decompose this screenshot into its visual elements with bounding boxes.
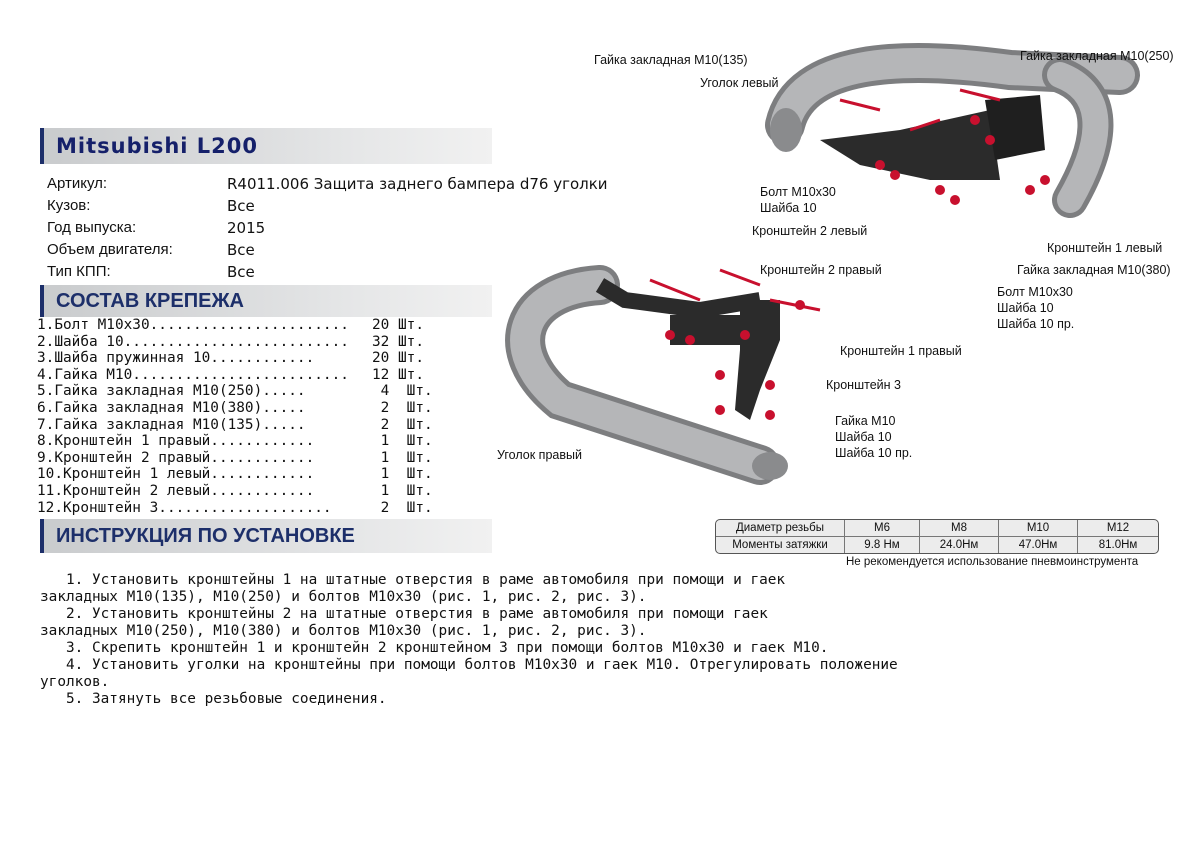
parts-list-item xyxy=(37,317,424,334)
parts-heading: СОСТАВ КРЕПЕЖА xyxy=(40,285,492,317)
diagram-label: Гайка закладная М10(250) xyxy=(1020,49,1174,63)
parts-list-item xyxy=(37,416,433,434)
info-value: Все xyxy=(227,241,255,259)
part-quantity: 20 Шт. xyxy=(372,317,424,333)
part-name: 6.Гайка закладная М10(380)..... xyxy=(37,399,306,416)
part-name: 2.Шайба 10.......................... xyxy=(37,333,349,350)
part-name: 5.Гайка закладная М10(250)..... xyxy=(37,383,306,400)
diagram-label: Болт М10х30 Шайба 10 xyxy=(760,185,836,215)
info-value: 2015 xyxy=(227,219,266,237)
part-quantity: 2 Шт. xyxy=(372,399,433,416)
torque-cell: М12 xyxy=(1078,520,1158,537)
diagram-label: Уголок левый xyxy=(700,76,779,90)
torque-cell: Диаметр резьбы xyxy=(716,520,845,537)
torque-table xyxy=(715,519,1159,554)
info-key: Артикул: xyxy=(47,175,108,192)
part-quantity: 2 Шт. xyxy=(372,499,433,516)
part-quantity: 1 Шт. xyxy=(372,433,433,450)
left-corner-tube xyxy=(770,63,1120,200)
part-name: 9.Кронштейн 2 правый............ xyxy=(37,449,315,466)
diagram-label: Гайка М10 Шайба 10 Шайба 10 пр. xyxy=(835,414,913,460)
info-key: Кузов: xyxy=(47,197,91,214)
parts-list-item xyxy=(37,499,433,517)
part-name: 12.Кронштейн 3.................... xyxy=(37,499,332,516)
diagram-label: Уголок правый xyxy=(497,448,582,462)
part-quantity: 32 Шт. xyxy=(372,333,424,350)
torque-cell: Моменты затяжки xyxy=(716,537,845,553)
instruction-line: 1. Установить кронштейны 1 на штатные отверстия в раме автомобиля при помощи и гаек xyxy=(40,572,786,588)
part-name: 11.Кронштейн 2 левый............ xyxy=(37,482,315,499)
part-name: 8.Кронштейн 1 правый............ xyxy=(37,433,315,450)
diagram-label: Кронштейн 2 правый xyxy=(760,263,882,277)
torque-row xyxy=(716,520,1158,537)
instruction-line: закладных М10(135), М10(250) и болтов М10х30 (рис. 1, рис. 2, рис. 3). xyxy=(40,589,647,605)
info-key: Год выпуска: xyxy=(47,219,137,236)
instruction-line: 5. Затянуть все резьбовые соединения. xyxy=(40,691,387,707)
part-name: 4.Гайка М10......................... xyxy=(37,366,349,383)
part-quantity: 1 Шт. xyxy=(372,482,433,499)
part-quantity: 12 Шт. xyxy=(372,366,424,383)
info-key: Тип КПП: xyxy=(47,263,111,280)
instructions-heading: ИНСТРУКЦИЯ ПО УСТАНОВКЕ xyxy=(40,519,492,553)
diagram-label: Гайка закладная М10(135) xyxy=(594,53,748,67)
info-value: R4011.006 Защита заднего бампера d76 уголки xyxy=(227,175,608,193)
torque-cell: М8 xyxy=(920,520,999,537)
info-key: Объем двигателя: xyxy=(47,241,173,258)
page-title: Mitsubishi L200 xyxy=(40,128,492,164)
part-quantity: 1 Шт. xyxy=(372,449,433,466)
parts-list-item xyxy=(37,383,433,400)
instructions-text xyxy=(40,572,898,708)
instruction-line: 2. Установить кронштейны 2 на штатные отверстия в раме автомобиля при помощи гаек xyxy=(40,606,768,622)
part-quantity: 20 Шт. xyxy=(372,350,424,367)
parts-list-item xyxy=(37,366,424,384)
parts-list-item xyxy=(37,433,433,450)
parts-list-item xyxy=(37,350,424,367)
part-name: 10.Кронштейн 1 левый............ xyxy=(37,466,315,483)
instruction-line: уголков. xyxy=(40,674,110,690)
part-quantity: 4 Шт. xyxy=(372,383,433,400)
part-name: 7.Гайка закладная М10(135)..... xyxy=(37,416,306,433)
info-value: Все xyxy=(227,263,255,281)
torque-cell: М10 xyxy=(999,520,1078,537)
parts-list-item xyxy=(37,482,433,500)
parts-list xyxy=(37,317,433,516)
torque-note: Не рекомендуется использование пневмоинструмента xyxy=(846,556,1139,568)
parts-list-item xyxy=(37,466,433,483)
instruction-line: закладных М10(250), М10(380) и болтов М10х30 (рис. 1, рис. 2, рис. 3). xyxy=(40,623,647,639)
instruction-line: 4. Установить уголки на кронштейны при помощи болтов М10х30 и гаек М10. Отрегулировать положение xyxy=(40,657,898,673)
diagram-label: Гайка закладная М10(380) xyxy=(1017,263,1171,277)
diagram-label: Болт М10х30 Шайба 10 Шайба 10 пр. xyxy=(997,285,1075,331)
part-quantity: 1 Шт. xyxy=(372,466,433,483)
diagram-label: Кронштейн 2 левый xyxy=(752,224,868,238)
torque-cell: 81.0Нм xyxy=(1098,539,1138,551)
diagram-label: Кронштейн 1 правый xyxy=(840,344,962,358)
torque-cell: 24.0Нм xyxy=(920,537,999,553)
instruction-line: 3. Скрепить кронштейн 1 и кронштейн 2 кронштейном 3 при помощи болтов М10х30 и гаек М10. xyxy=(40,640,829,656)
part-quantity: 2 Шт. xyxy=(372,416,433,433)
parts-list-item xyxy=(37,449,433,467)
diagram-label: Кронштейн 1 левый xyxy=(1047,241,1163,255)
torque-cell: 9.8 Нм xyxy=(845,537,920,553)
torque-row xyxy=(716,537,1158,553)
parts-list-item xyxy=(37,399,433,417)
part-name: 3.Шайба пружинная 10............ xyxy=(37,350,315,367)
torque-cell: М6 xyxy=(845,520,920,537)
parts-list-item xyxy=(37,333,424,351)
info-value: Все xyxy=(227,197,255,215)
part-name: 1.Болт М10х30....................... xyxy=(37,317,349,333)
torque-cell: 47.0Нм xyxy=(999,537,1078,553)
diagram-label: Кронштейн 3 xyxy=(826,378,901,392)
